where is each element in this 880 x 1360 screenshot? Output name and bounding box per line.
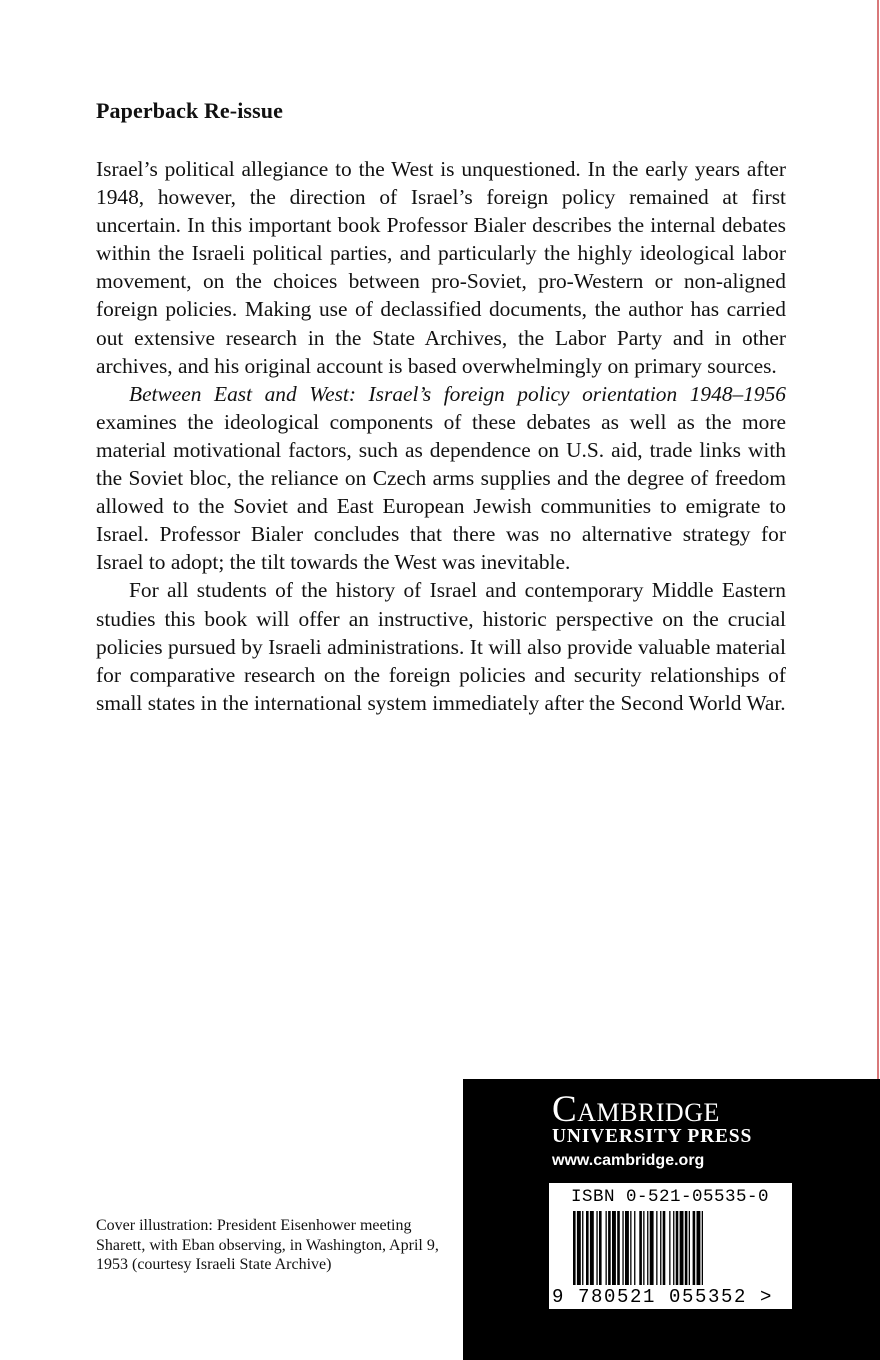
barcode-bar <box>693 1211 696 1285</box>
publisher-subtitle: UNIVERSITY PRESS <box>552 1126 753 1147</box>
publisher-url: www.cambridge.org <box>552 1152 705 1169</box>
barcode-bar <box>647 1211 648 1285</box>
barcode-bar <box>680 1211 684 1285</box>
barcode-bar <box>643 1211 644 1285</box>
barcode-bar <box>612 1211 616 1285</box>
barcode-bar <box>625 1211 629 1285</box>
barcode-box <box>549 1183 792 1309</box>
barcode-bar <box>656 1211 657 1285</box>
barcode-bar <box>702 1211 703 1285</box>
blurb-paragraph-3: For all students of the history of Israel and contemporary Middle Eastern studies this book will offer an instructive, historic perspective on the crucial policies pursued by Israeli administrations. It will also provide valuable material for comparative research on the foreign policies and security relationships of small states in the international system immediately after the Second World War. <box>96 578 786 715</box>
barcode-bar <box>650 1211 654 1285</box>
barcode-bar <box>573 1211 576 1285</box>
barcode-bar <box>590 1211 594 1285</box>
barcode-bar <box>606 1211 607 1285</box>
barcode-bar <box>622 1211 623 1285</box>
barcode-digits: 9 780521 055352 > <box>552 1286 774 1308</box>
blurb-paragraph-2-text: examines the ideological components of these debates as well as the more material motivational factors, such as dependence on U.S. aid, trade links with the Soviet bloc, the reliance on Czech arms supplies and the degree of freedom allowed to the Soviet and East European Jewish communities to emigrate to Israel. Professor Bialer concludes that there was no alternative strategy for Israel to adopt; the tilt towards the West was inevitable. <box>96 409 786 575</box>
barcode-bar <box>577 1211 581 1285</box>
cover-caption: Cover illustration: President Eisenhower meeting Sharett, with Eban observing, in Washington, April 9, 1953 (courtesy Israeli State Archive) <box>96 1217 439 1274</box>
book-title: Between East and West: Israel’s foreign policy orientation 1948–1956 <box>129 381 786 406</box>
blurb-paragraph-2 <box>96 380 786 577</box>
publisher-name: Cambridge <box>552 1089 720 1130</box>
blurb-text <box>96 155 786 717</box>
barcode-bar <box>663 1211 666 1285</box>
barcode-bar <box>608 1211 611 1285</box>
barcode-bar <box>697 1211 701 1285</box>
blurb-paragraph-1: Israel’s political allegiance to the West is unquestioned. In the early years after 1948, however, the direction of Israel’s foreign policy remained at first uncertain. In this important book Professor Bialer describes the internal debates within the Israeli political parties, and particularly the highly ideological labor movement, on the choices between pro-Soviet, pro-Western or non-aligned foreign policies. Making use of declassified documents, the author has carried out extensive research in the State Archives, the Labor Party and in other archives, and his original account is based overwhelmingly on primary sources. <box>96 157 786 378</box>
barcode-bar <box>617 1211 620 1285</box>
barcode-bar <box>599 1211 602 1285</box>
barcode-bar <box>582 1211 583 1285</box>
barcode-bar <box>673 1211 674 1285</box>
barcode-bar <box>634 1211 635 1285</box>
barcode-bar <box>596 1211 597 1285</box>
barcode-bar <box>676 1211 679 1285</box>
isbn-text: ISBN 0-521-05535-0 <box>571 1187 770 1207</box>
barcode-bar <box>586 1211 589 1285</box>
publisher-block <box>463 1079 880 1360</box>
page-heading: Paperback Re-issue <box>96 98 283 123</box>
barcode-bar <box>689 1211 690 1285</box>
barcode-bar <box>660 1211 661 1285</box>
barcode-bar <box>630 1211 631 1285</box>
barcode-bar <box>639 1211 642 1285</box>
barcode-bar <box>669 1211 670 1285</box>
barcode-bar <box>685 1211 688 1285</box>
